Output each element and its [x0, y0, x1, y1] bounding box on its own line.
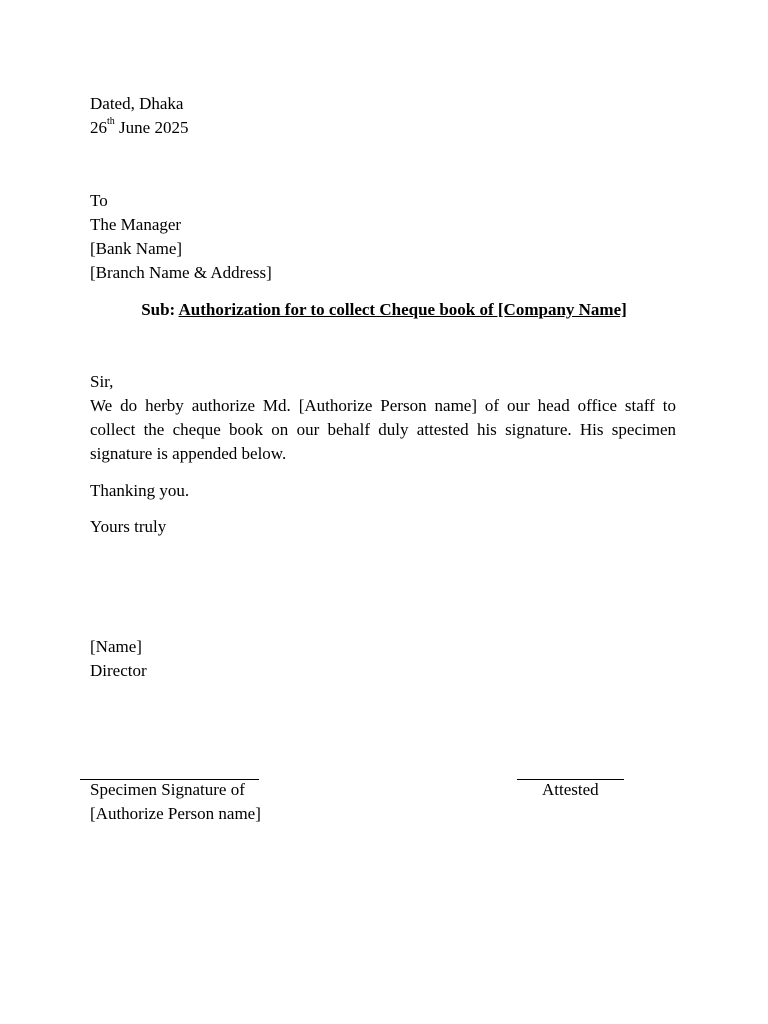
thanks-line: Thanking you.: [90, 481, 190, 500]
recipient-title: The Manager: [90, 215, 182, 234]
date-day-suffix: th: [107, 116, 115, 128]
date-month-year: June 2025: [119, 118, 189, 137]
subject-text: Authorization for to collect Cheque book of [Company Name]: [178, 300, 627, 319]
body-paragraph: We do herby authorize Md. [Authorize Person name] of our head office staff to collect the cheque book on our behalf duly attested his signature. His specimen signature is appended below.: [90, 396, 676, 463]
specimen-person: [Authorize Person name]: [90, 804, 261, 823]
subject-prefix: Sub:: [141, 300, 176, 319]
date-line: [90, 116, 188, 140]
closing-line: Yours truly: [90, 517, 167, 536]
date-place: Dated, Dhaka: [90, 94, 184, 113]
recipient-bank: [Bank Name]: [90, 239, 183, 258]
recipient-branch: [Branch Name & Address]: [90, 263, 272, 282]
signatory-designation: Director: [90, 661, 147, 680]
date-day: 26: [90, 118, 107, 137]
subject-line: [0, 298, 768, 322]
attested-label: Attested: [542, 780, 599, 799]
specimen-label: Specimen Signature of: [90, 780, 245, 799]
salutation: Sir,: [90, 372, 114, 391]
recipient-to: To: [90, 191, 108, 210]
signatory-name: [Name]: [90, 637, 142, 656]
